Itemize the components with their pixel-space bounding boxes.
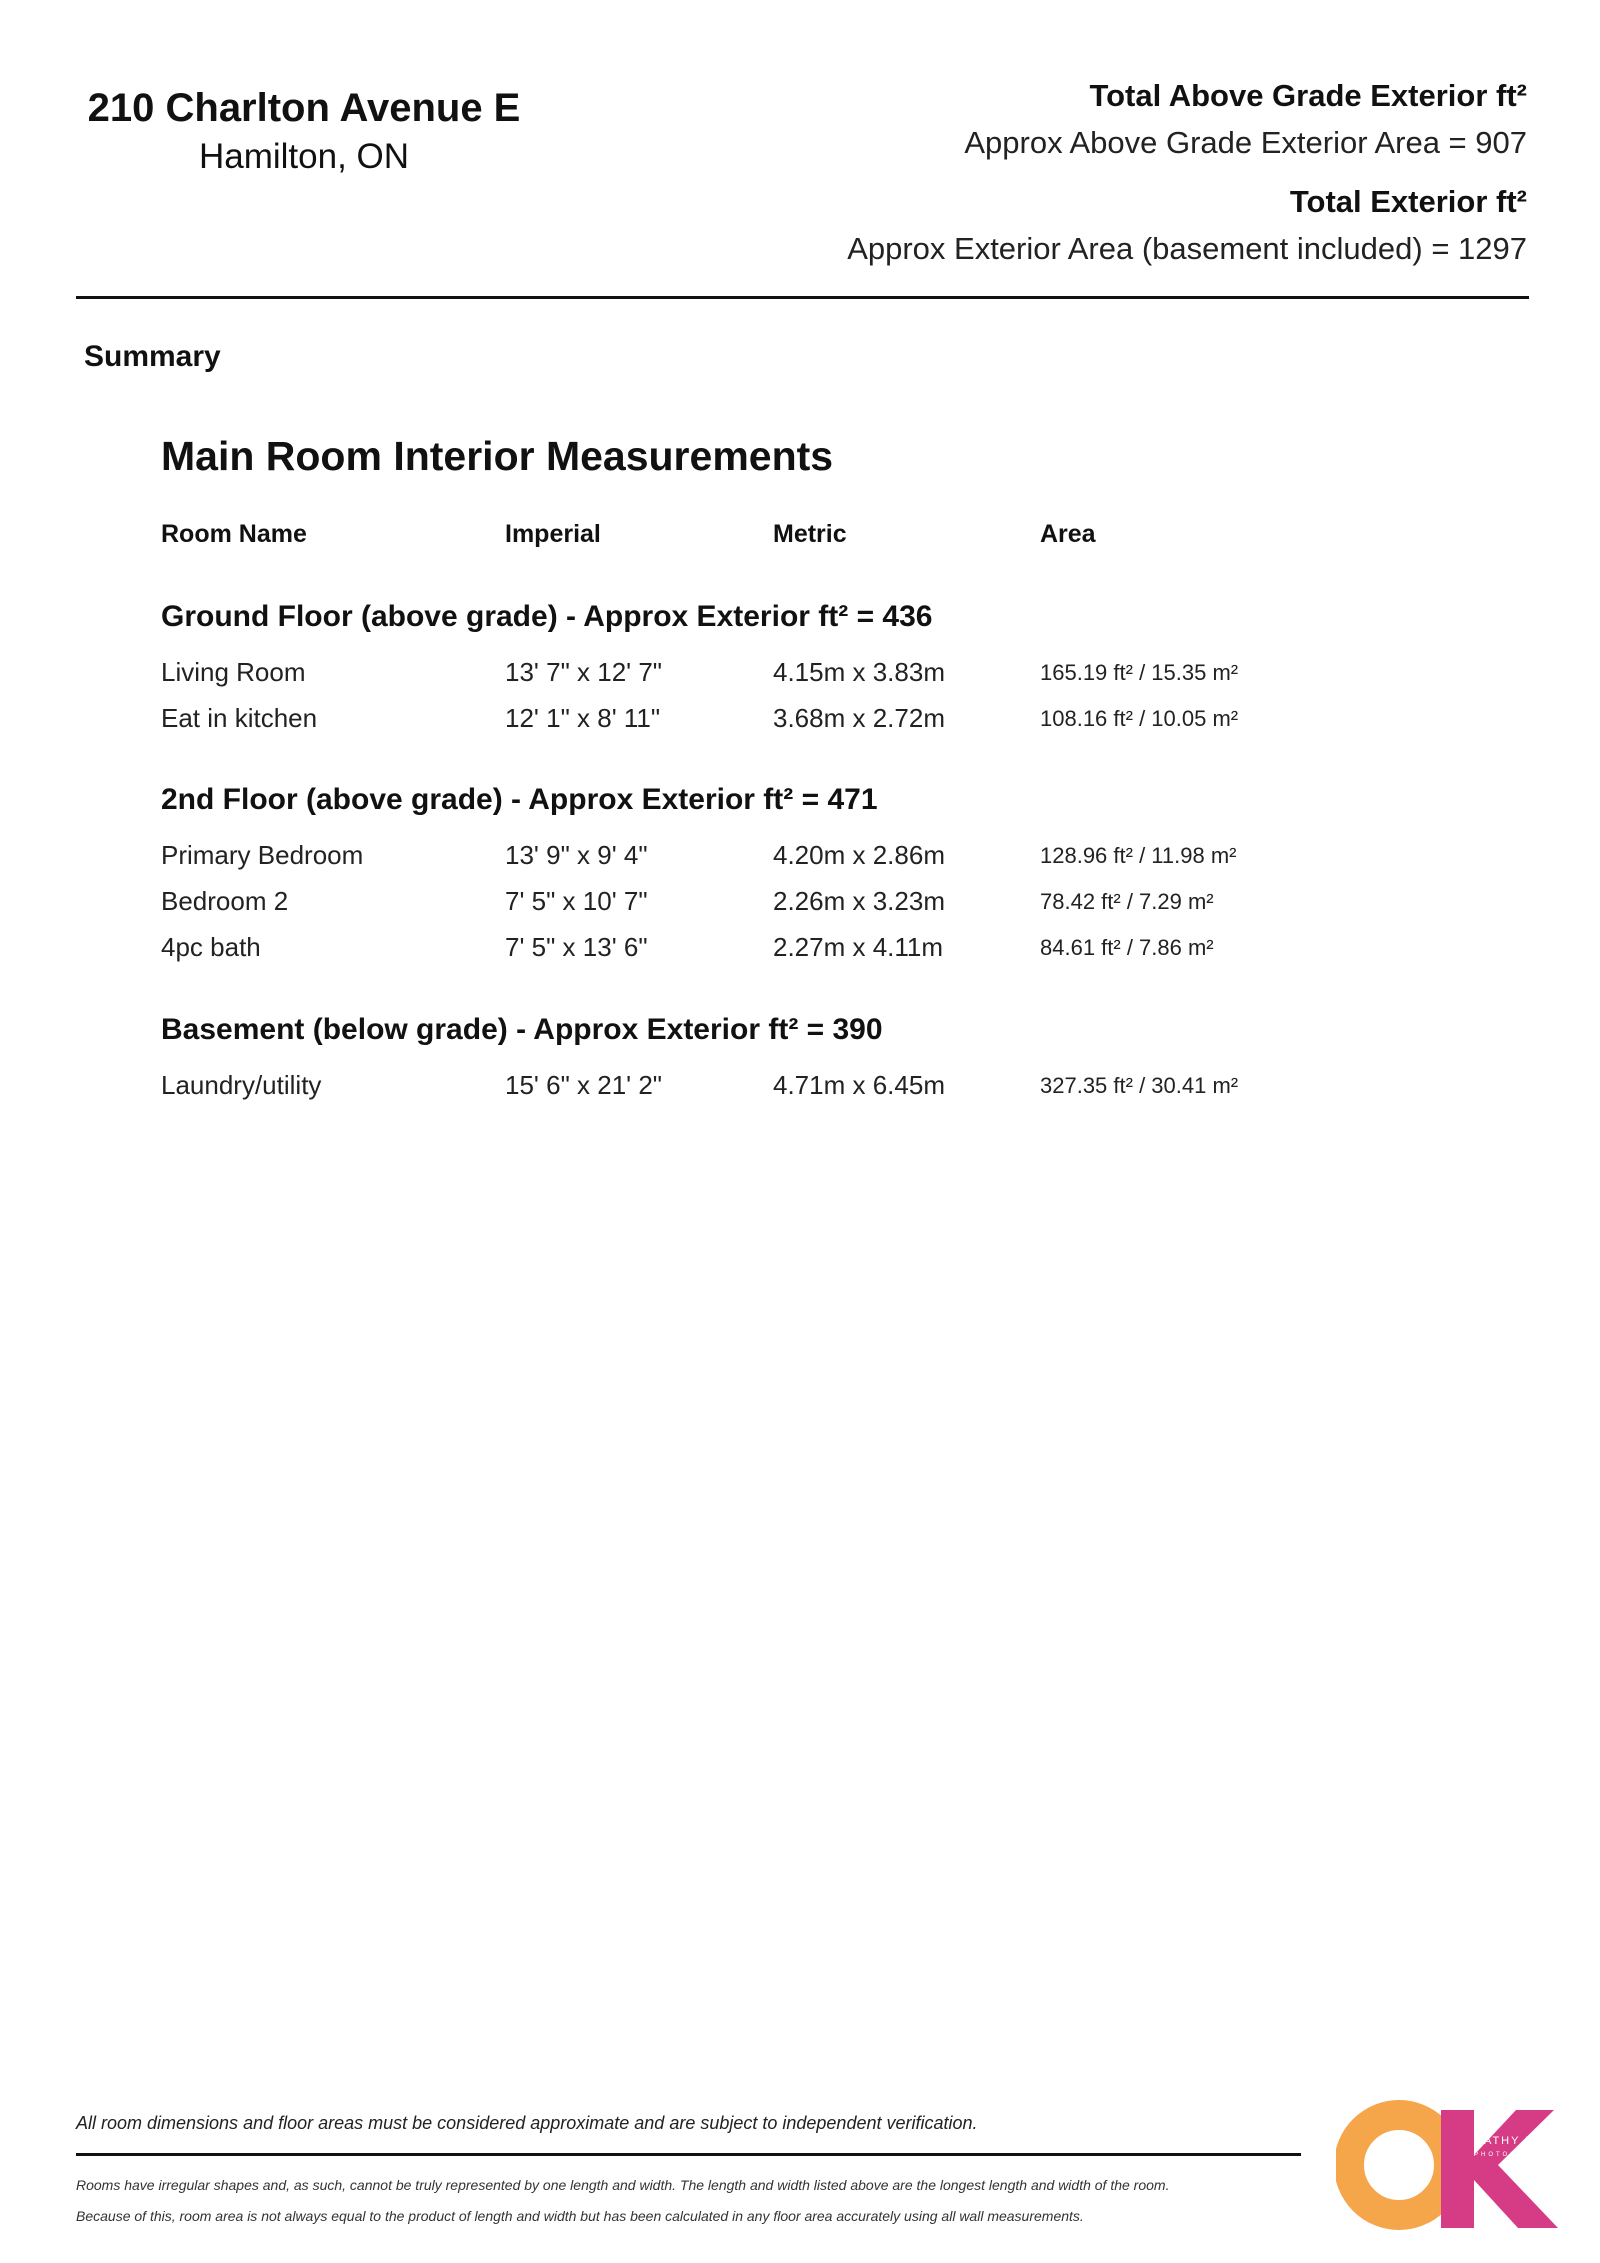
column-header-room-name: Room Name xyxy=(161,520,307,548)
footer-disclaimer: All room dimensions and floor areas must be considered approximate and are subject to independent verification. xyxy=(76,2113,978,2133)
logo-o-shape xyxy=(1349,2115,1449,2215)
section-title-ground-floor: Ground Floor (above grade) - Approx Exterior ft² = 436 xyxy=(161,600,933,633)
footer-note-line1: Rooms have irregular shapes and, as such, cannot be truly represented by one length and width. The length and width listed above are the longest length and width of the room. xyxy=(76,2177,1170,2193)
room-name: Living Room xyxy=(161,657,306,687)
column-header-metric: Metric xyxy=(773,520,847,548)
column-header-area: Area xyxy=(1040,520,1096,548)
room-imperial: 13' 9" x 9' 4" xyxy=(505,840,648,870)
logo-k-shape xyxy=(1441,2110,1558,2228)
room-metric: 4.71m x 6.45m xyxy=(773,1070,945,1100)
total-exterior-heading: Total Exterior ft² xyxy=(1289,184,1527,219)
room-area: 165.19 ft² / 15.35 m² xyxy=(1040,660,1239,685)
room-imperial: 7' 5" x 13' 6" xyxy=(505,932,648,962)
logo-text-line1: CATHY KOOP xyxy=(1474,2135,1566,2147)
room-name: Eat in kitchen xyxy=(161,703,318,733)
section-title-basement: Basement (below grade) - Approx Exterior ft² = 390 xyxy=(161,1013,883,1046)
room-metric: 4.15m x 3.83m xyxy=(773,657,945,687)
room-name: Bedroom 2 xyxy=(161,886,289,916)
room-name: Primary Bedroom xyxy=(161,840,364,870)
room-imperial: 13' 7" x 12' 7" xyxy=(505,657,663,687)
room-name: Laundry/utility xyxy=(161,1070,322,1100)
room-area: 128.96 ft² / 11.98 m² xyxy=(1040,843,1237,868)
footer-note-line2: Because of this, room area is not always equal to the product of length and width but has been calculated in any floor area accurately using all wall measurements. xyxy=(76,2208,1084,2224)
property-city: Hamilton, ON xyxy=(198,137,410,176)
room-metric: 4.20m x 2.86m xyxy=(773,840,945,870)
room-metric: 2.26m x 3.23m xyxy=(773,886,945,916)
section-title-second-floor: 2nd Floor (above grade) - Approx Exterior ft² = 471 xyxy=(161,783,878,816)
room-metric: 2.27m x 4.11m xyxy=(773,932,944,962)
company-logo xyxy=(1336,2100,1566,2230)
column-header-imperial: Imperial xyxy=(505,520,601,548)
room-imperial: 15' 6" x 21' 2" xyxy=(505,1070,663,1100)
room-area: 108.16 ft² / 10.05 m² xyxy=(1040,706,1239,731)
property-address: 210 Charlton Avenue E xyxy=(87,86,521,130)
room-name: 4pc bath xyxy=(161,932,261,962)
room-imperial: 12' 1" x 8' 11" xyxy=(505,703,661,733)
above-grade-heading: Total Above Grade Exterior ft² xyxy=(1089,78,1527,113)
room-metric: 3.68m x 2.72m xyxy=(773,703,945,733)
room-area: 78.42 ft² / 7.29 m² xyxy=(1040,889,1214,914)
footer-divider xyxy=(76,2153,1301,2156)
room-area: 327.35 ft² / 30.41 m² xyxy=(1040,1073,1239,1098)
header-divider xyxy=(76,296,1529,299)
total-exterior-area: Approx Exterior Area (basement included) = 1297 xyxy=(847,231,1527,266)
room-imperial: 7' 5" x 10' 7" xyxy=(505,886,648,916)
room-area: 84.61 ft² / 7.86 m² xyxy=(1040,935,1214,960)
above-grade-area: Approx Above Grade Exterior Area = 907 xyxy=(964,125,1527,160)
summary-label: Summary xyxy=(84,340,221,373)
measurements-title: Main Room Interior Measurements xyxy=(161,433,834,479)
logo-text-line2: PHOTOGRAPHY xyxy=(1474,2152,1554,2158)
